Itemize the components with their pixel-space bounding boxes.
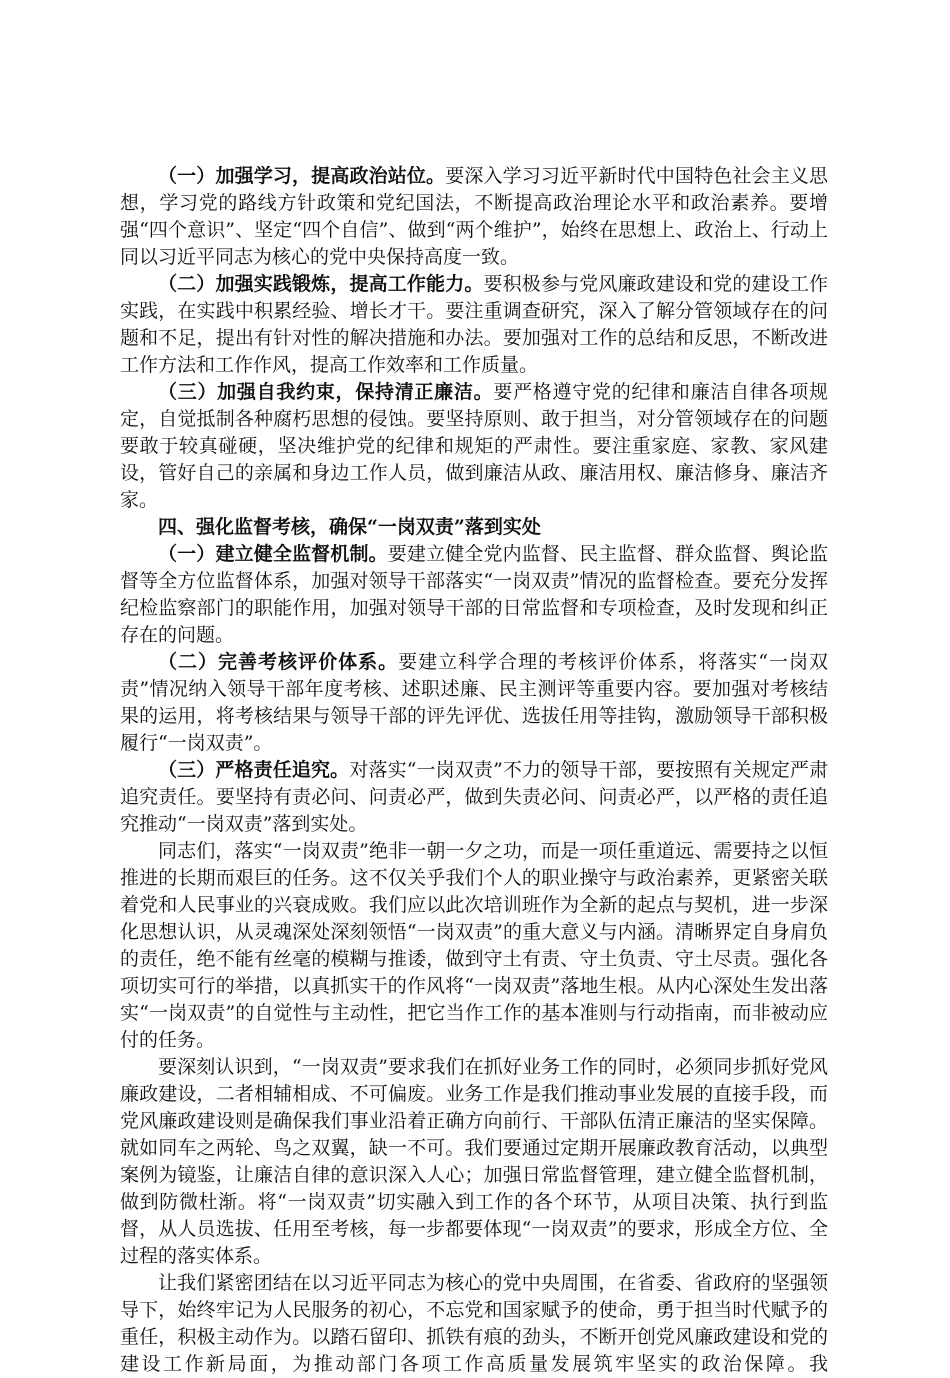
paragraph-lead: （一）加强学习，提高政治站位。 (158, 165, 446, 187)
paragraph-deep-understanding: 要深刻认识到，“一岗双责”要求我们在抓好业务工作的同时，必须同步抓好党风廉政建设，二者相辅相成、不可偏废。业务工作是我们推动事业发展的直接手段，而党风廉政建设则是确保我们事业沿着正确方向前行、干部队伍清正廉洁的坚实保障。就如同车之两轮、鸟之双翼，缺一不可。我们要通过定期开展廉政教育活动，以典型案例为镜鉴，让廉洁自律的意识深入人心；加强日常监督管理，建立健全监督机制，做到防微杜渐。将“一岗双责”切实融入到工作的各个环节，从项目决策、执行到监督，从人员选拔、任用至考核，每一步都要体现“一岗双责”的要求，形成全方位、全过程的落实体系。 (120, 1056, 828, 1267)
paragraph-strengthen-study (120, 163, 828, 271)
paragraph-closing: 让我们紧密团结在以习近平同志为核心的党中央周围，在省委、省政府的坚强领导下，始终牢记为人民服务的初心，不忘党和国家赋予的使命，勇于担当时代赋予的重任，积极主动作为。以踏石留印、抓铁有痕的劲头，不断开创党风廉政建设和党的建设工作新局面，为推动部门各项工作高质量发展筑牢坚实的政治保障。我 (120, 1272, 828, 1375)
paragraph-body: 要严格遵守党的纪律和廉洁自律各项规定，自觉抵制各种腐朽思想的侵蚀。要坚持原则、敢于担当，对分管领域存在的问题要敢于较真碰硬，坚决维护党的纪律和规矩的严肃性。要注重家庭、家教、家风建设，管好自己的亲属和身边工作人员，做到廉洁从政、廉洁用权、廉洁修身、廉洁齐家。 (120, 381, 828, 511)
paragraph-strengthen-practice (120, 271, 828, 379)
paragraph-body: 要积极参与党风廉政建设和党的建设工作实践，在实践中积累经验、增长才干。要注重调查研究，深入了解分管领域存在的问题和不足，提出有针对性的解决措施和办法。要加强对工作的总结和反思，不断改进工作方法和工作作风，提高工作效率和工作质量。 (120, 273, 828, 376)
paragraph-evaluation-system (120, 649, 828, 757)
paragraph-body: 要建立科学合理的考核评价体系，将落实“一岗双责”情况纳入领导干部年度考核、述职述廉、民主测评等重要内容。要加强对考核结果的运用，将考核结果与领导干部的评先评优、选拔任用等挂钩，激励领导干部积极履行“一岗双责”。 (120, 651, 828, 754)
paragraph-body: 对落实“一岗双责”不力的领导干部，要按照有关规定严肃追究责任。要坚持有责必问、问责必严，做到失责必问、问责必严，以严格的责任追究推动“一岗双责”落到实处。 (120, 759, 828, 835)
paragraph-body: 要深入学习习近平新时代中国特色社会主义思想，学习党的路线方针政策和党纪国法，不断提高政治理论水平和政治素养。要增强“四个意识”、坚定“四个自信”、做到“两个维护”，始终在思想上、政治上、行动上同以习近平同志为核心的党中央保持高度一致。 (120, 165, 828, 268)
paragraph-lead: （三）加强自我约束，保持清正廉洁。 (158, 381, 494, 403)
paragraph-lead: （二）完善考核评价体系。 (158, 651, 399, 673)
paragraph-accountability (120, 757, 828, 838)
section-heading: 四、强化监督考核，确保“一岗双责”落到实处 (158, 516, 541, 538)
paragraph-lead: （三）严格责任追究。 (158, 759, 350, 781)
paragraph-body: 要建立健全党内监督、民主监督、群众监督、舆论监督等全方位监督体系，加强对领导干部落实“一岗双责”情况的监督检查。要充分发挥纪检监察部门的职能作用，加强对领导干部的日常监督和专项检查，及时发现和纠正存在的问题。 (120, 543, 828, 646)
paragraph-lead: （二）加强实践锻炼，提高工作能力。 (158, 273, 484, 295)
paragraph-supervision-mechanism (120, 541, 828, 649)
paragraph-comrades: 同志们，落实“一岗双责”绝非一朝一夕之功，而是一项任重道远、需要持之以恒推进的长期而艰巨的任务。这不仅关乎我们个人的职业操守与政治素养，更紧密关联着党和人民事业的兴衰成败。我们应以此次培训班作为全新的起点与契机，进一步深化思想认识，从灵魂深处深刻领悟“一岗双责”的重大意义与内涵。清晰界定自身肩负的责任，绝不能有丝毫的模糊与推诿，做到守土有责、守土负责、守土尽责。强化各项切实可行的举措，以真抓实干的作风将“一岗双责”落地生根。从内心深处生发出落实“一岗双责”的自觉性与主动性，把它当作工作的基本准则与行动指南，而非被动应付的任务。 (120, 840, 828, 1051)
paragraph-self-discipline (120, 379, 828, 514)
paragraph-lead: （一）建立健全监督机制。 (158, 543, 388, 565)
document-page (120, 163, 828, 1378)
